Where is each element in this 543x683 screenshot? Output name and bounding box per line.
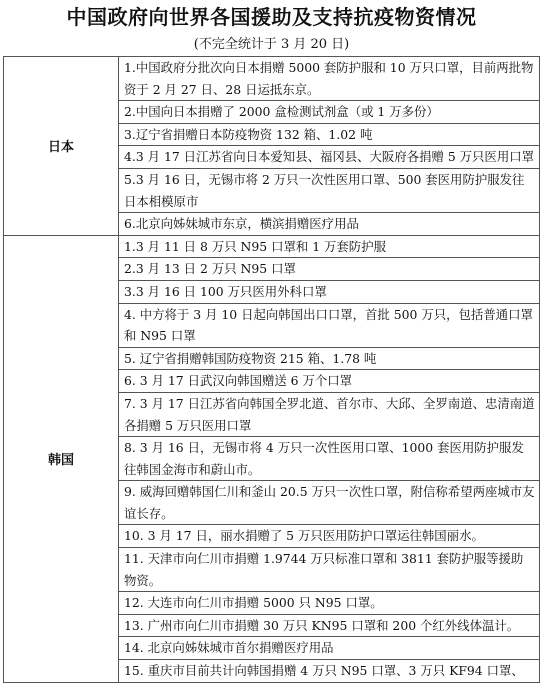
aid-item: 1.3 月 11 日 8 万只 N95 口罩和 1 万套防护服 — [124, 238, 386, 254]
aid-item: 8. 3 月 16 日，无锡市将 4 万只一次性医用口罩、1000 套医用防护服发往韩国金海市和蔚山市。 — [124, 440, 524, 477]
aid-item: 3.辽宁省捐赠日本防疫物资 132 箱、1.02 吨 — [124, 126, 373, 142]
aid-items-cell — [119, 57, 540, 236]
aid-item: 11. 天津市向仁川市捐赠 1.9744 万只标准口罩和 3811 套防护服等援助物资。 — [124, 551, 524, 588]
aid-item: 4. 中方将于 3 月 10 日起向韩国出口口罩，首批 500 万只，包括普通口罩和 N95 口罩 — [124, 306, 533, 344]
aid-table — [3, 56, 540, 683]
aid-item: 9. 威海回赠韩国仁川和釜山 20.5 万只一次性口罩，附信称希望两座城市友谊长存。 — [124, 484, 535, 521]
country-cell: 韩国 — [4, 235, 119, 682]
country-row — [4, 235, 540, 682]
aid-item: 3.3 月 16 日 100 万只医用外科口罩 — [124, 283, 327, 299]
country-row — [4, 57, 540, 236]
aid-item: 12. 大连市向仁川市捐赠 5000 只 N95 口罩。 — [124, 595, 383, 611]
aid-item: 1.中国政府分批次向日本捐赠 5000 套防护服和 10 万只口罩，目前两批物资于 2 月 27 日、28 日运抵东京。 — [124, 60, 534, 97]
aid-item: 10. 3 月 17 日，丽水捐赠了 5 万只医用防护口罩运往韩国丽水。 — [124, 528, 484, 544]
document-title: 中国政府向世界各国援助及支持抗疫物资情况 — [66, 5, 477, 29]
aid-item: 2.中国向日本捐赠了 2000 盒检测试剂盒（或 1 万多份） — [124, 104, 439, 120]
aid-item: 5.3 月 16 日，无锡市将 2 万只一次性医用口罩、500 套医用防护服发往日本相模原市 — [124, 171, 525, 209]
aid-item: 15. 重庆市目前共计向韩国捐赠 4 万只 N95 口罩、3 万只 KF94 口罩、 — [124, 663, 524, 679]
aid-item: 13. 广州市向仁川市捐赠 30 万只 KN95 口罩和 200 个红外线体温计。 — [124, 617, 520, 633]
aid-item: 7. 3 月 17 日江苏省向韩国全罗北道、首尔市、大邱、全罗南道、忠清南道各捐赠 5 万只医用口罩 — [124, 395, 535, 433]
country-cell: 日本 — [4, 57, 119, 236]
aid-item: 5. 辽宁省捐赠韩国防疫物资 215 箱、1.78 吨 — [124, 350, 377, 366]
aid-items-cell — [119, 235, 540, 682]
aid-item: 4.3 月 17 日江苏省向日本爱知县、福冈县、大阪府各捐赠 5 万只医用口罩 — [124, 149, 534, 165]
aid-item: 14. 北京向姊妹城市首尔捐赠医疗用品 — [124, 640, 334, 656]
aid-item: 2.3 月 13 日 2 万只 N95 口罩 — [124, 261, 296, 277]
aid-item: 6.北京向姊妹城市东京，横滨捐赠医疗用品 — [124, 216, 359, 232]
document-subtitle: (不完全统计于 3 月 20 日) — [193, 37, 350, 52]
aid-item: 6. 3 月 17 日武汉向韩国赠送 6 万个口罩 — [124, 373, 353, 389]
